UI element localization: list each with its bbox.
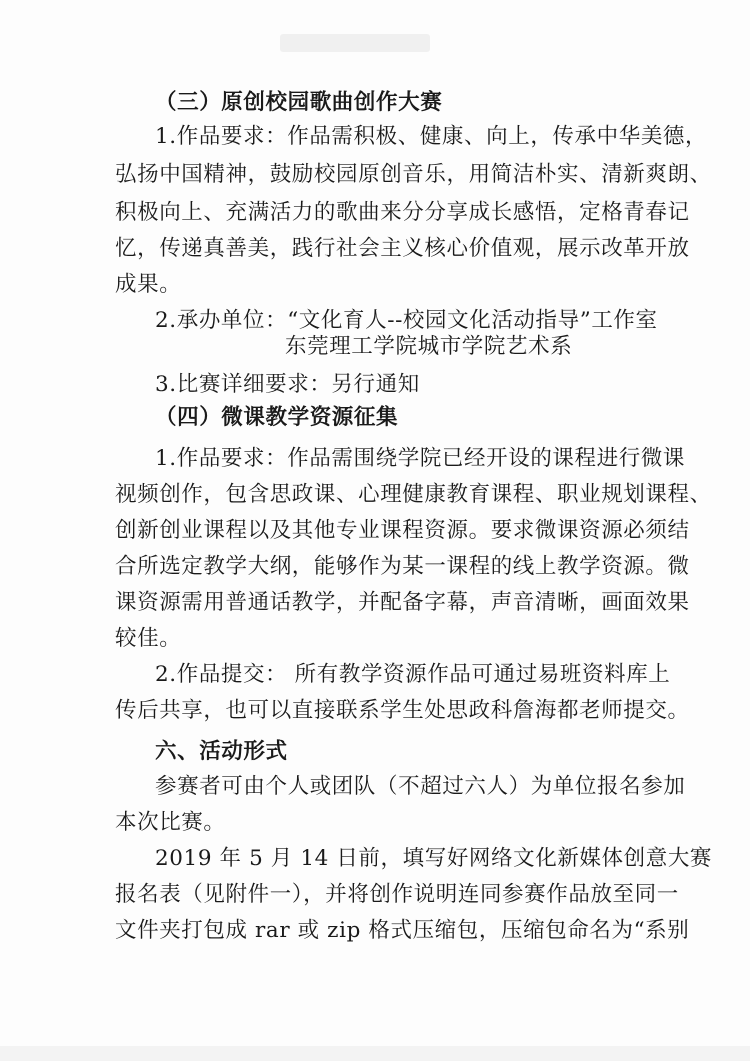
section3-req-line-5: 成果。 — [115, 272, 182, 297]
section4-req-line-3: 创新创业课程以及其他专业课程资源。要求微课资源必须结 — [115, 518, 690, 543]
section4-req-line-1: 1.作品要求：作品需围绕学院已经开设的课程进行微课 — [155, 446, 686, 471]
section3-heading: （三）原创校园歌曲创作大赛 — [155, 90, 443, 115]
section3-organizer: 2.承办单位：“文化育人--校园文化活动指导”工作室 — [155, 308, 658, 333]
section3-req-line-3: 积极向上、充满活力的歌曲来分分享成长感悟，定格青春记 — [115, 200, 690, 225]
section4-req-line-4: 合所选定教学大纲，能够作为某一课程的线上教学资源。微 — [115, 554, 690, 579]
section3-details: 3.比赛详细要求：另行通知 — [155, 372, 420, 397]
section4-submit-line-2: 传后共享，也可以直接联系学生处思政科詹海都老师提交。 — [115, 698, 690, 723]
section6-para1-line-1: 参赛者可由个人或团队（不超过六人）为单位报名参加 — [155, 774, 686, 799]
section4-req-line-5: 课资源需用普通话教学，并配备字幕，声音清晰，画面效果 — [115, 590, 690, 615]
section4-submit-line-1: 2.作品提交： 所有教学资源作品可通过易班资料库上 — [155, 662, 671, 687]
scan-bottom-edge — [0, 1046, 750, 1061]
section4-req-line-2: 视频创作，包含思政课、心理健康教育课程、职业规划课程、 — [115, 482, 712, 507]
section6-heading: 六、活动形式 — [155, 739, 288, 764]
section3-req-line-2: 弘扬中国精神，鼓励校园原创音乐，用简洁朴实、清新爽朗、 — [115, 162, 712, 187]
section3-req-line-1: 1.作品要求：作品需积极、健康、向上，传承中华美德， — [155, 124, 708, 149]
section6-para2-line-2: 报名表（见附件一），并将创作说明连同参赛作品放至同一 — [115, 882, 679, 907]
section3-organizer-dept: 东莞理工学院城市学院艺术系 — [285, 334, 573, 359]
scan-artifact — [280, 34, 430, 52]
section6-para1-line-2: 本次比赛。 — [115, 810, 226, 835]
section3-req-line-4: 忆，传递真善美，践行社会主义核心价值观，展示改革开放 — [115, 236, 690, 261]
section4-heading: （四）微课教学资源征集 — [155, 405, 399, 430]
section6-para2-line-3: 文件夹打包成 rar 或 zip 格式压缩包，压缩包命名为“系别 — [115, 918, 690, 943]
section6-para2-line-1: 2019 年 5 月 14 日前，填写好网络文化新媒体创意大赛 — [155, 846, 713, 871]
section4-req-line-6: 较佳。 — [115, 626, 182, 651]
